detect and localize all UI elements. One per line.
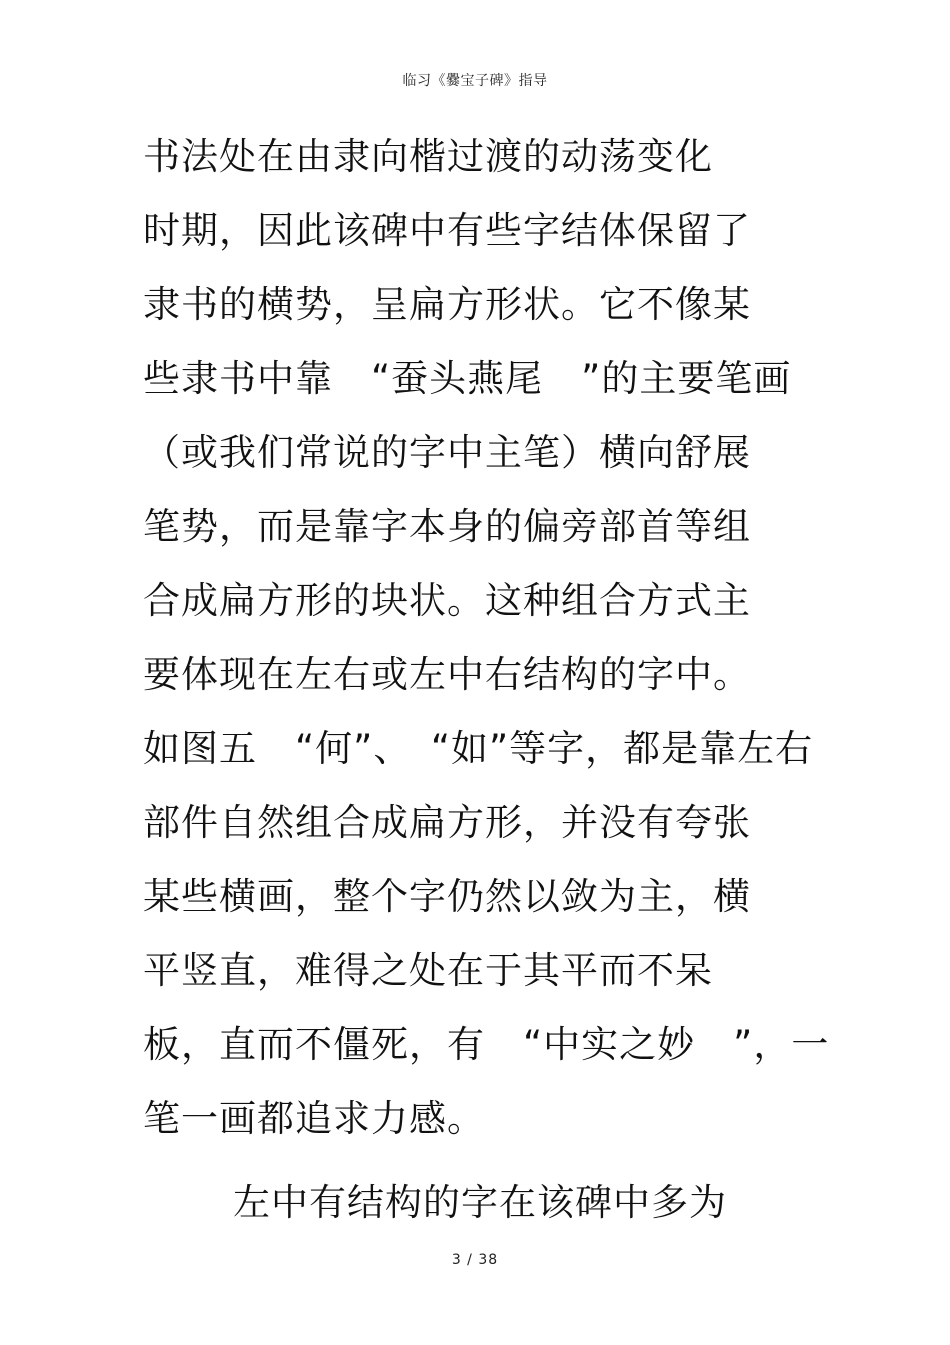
text-line-12: 平竖直，难得之处在于其平而不呆 xyxy=(143,949,713,992)
text-line-9: 如图五 “何”、 “如”等字，都是靠左右 xyxy=(143,727,814,770)
text-line-13: 板，直而不僵死，有 “中实之妙 ”，一 xyxy=(143,1023,830,1066)
text-line-8: 要体现在左右或左中右结构的字中。 xyxy=(143,653,751,696)
text-line-4: 些隶书中靠 “蚕头燕尾 ”的主要笔画 xyxy=(143,357,792,400)
text-line-11: 某些横画，整个字仍然以敛为主，横 xyxy=(143,875,751,918)
text-line-1: 书法处在由隶向楷过渡的动荡变化 xyxy=(143,135,713,178)
text-line-6: 笔势，而是靠字本身的偏旁部首等组 xyxy=(143,505,751,548)
page-header-title: 临习《爨宝子碑》指导 xyxy=(402,73,548,89)
text-line-7: 合成扁方形的块状。这种组合方式主 xyxy=(143,579,751,622)
text-line-15: 左中有结构的字在该碑中多为 xyxy=(233,1181,727,1224)
text-line-2: 时期，因此该碑中有些字结体保留了 xyxy=(143,209,751,252)
page-indicator: 3 / 38 xyxy=(451,1252,499,1268)
text-line-14: 笔一画都追求力感。 xyxy=(143,1097,485,1140)
text-line-5: （或我们常说的字中主笔）横向舒展 xyxy=(143,431,751,474)
text-line-10: 部件自然组合成扁方形，并没有夸张 xyxy=(143,801,751,844)
text-line-3: 隶书的横势，呈扁方形状。它不像某 xyxy=(143,283,751,326)
body-text xyxy=(143,120,830,1240)
